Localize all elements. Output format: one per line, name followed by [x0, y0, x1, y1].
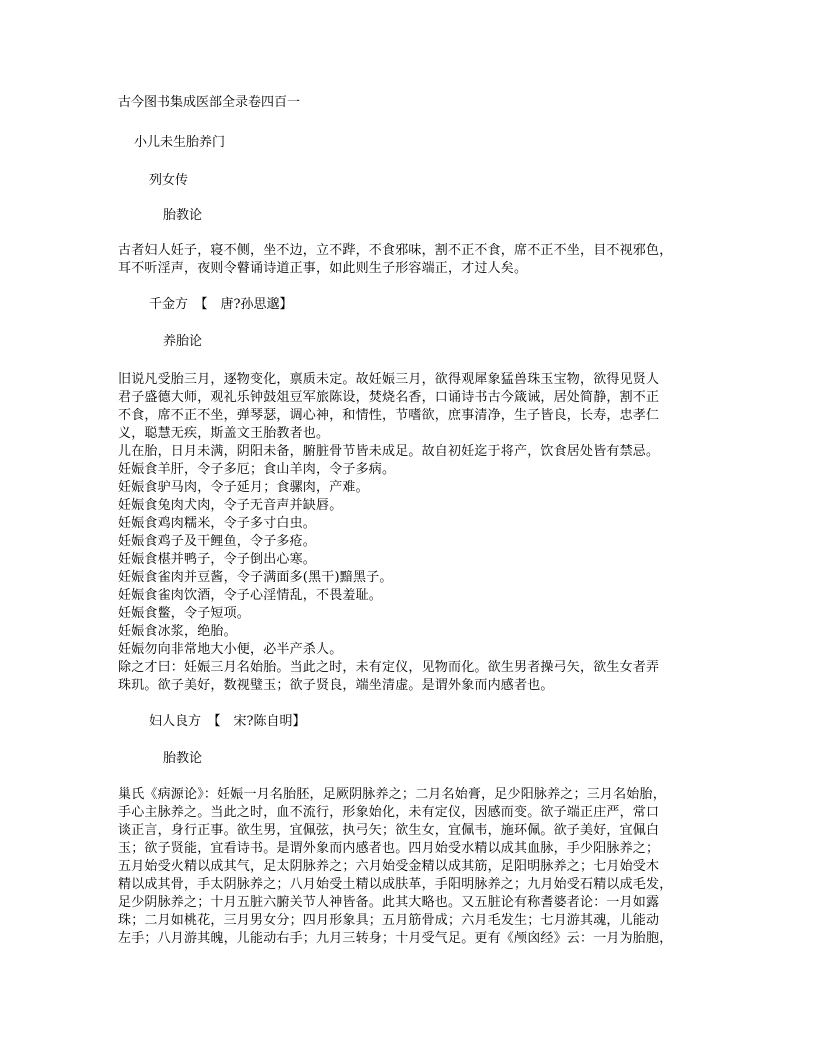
paragraph-line: 义，聪慧无疾，斯盖文王胎教者也。 — [118, 426, 330, 441]
paragraph-line: 五月始受火精以成其气，足太阴脉养之；六月始受金精以成其筋，足阳明脉养之；七月始受木 — [118, 859, 660, 874]
paragraph-line: 除之才曰：妊娠三月名始胎。当此之时，未有定仪，见物而化。欲生男者操弓矢，欲生女者弄 — [118, 660, 660, 675]
paragraph-line: 妊娠食雀肉并豆酱，令子满面多(黑干)黯黑子。 — [118, 570, 393, 585]
paragraph-line: 妊娠食鸡子及干鲤鱼，令子多疮。 — [118, 534, 317, 549]
paragraph-line: 不食，席不正不坐，弹琴瑟，调心神，和情性，节嗜欲，庶事清净，生子皆良，长寿，忠孝仁 — [118, 408, 660, 423]
paragraph-line: 耳不听淫声，夜则令瞽诵诗道正事，如此则生子形容端正，才过人矣。 — [118, 261, 528, 276]
paragraph-line: 妊娠食雀肉饮酒，令子心淫情乱，不畏羞耻。 — [118, 588, 383, 603]
paragraph-line: 精以成其骨，手太阴脉养之；八月始受土精以成肤革，手阳明脉养之；九月始受石精以成毛发， — [118, 877, 673, 892]
paragraph-line: 旧说凡受胎三月，逐物变化，禀质未定。故妊娠三月，欲得观犀象猛兽珠玉宝物，欲得见贤人 — [118, 372, 660, 387]
paragraph-line: 儿在胎，日月未满，阴阳未备，腑脏骨节皆未成足。故自初妊迄于将产，饮食居处皆有禁忌。 — [118, 444, 660, 459]
paragraph-line: 妊娠食鳖，令子短项。 — [118, 606, 251, 621]
section-heading: 小儿未生胎养门 — [134, 135, 226, 150]
paragraph-line: 左手；八月游其魄，儿能动右手；九月三转身；十月受气足。更有《颅囟经》云：一月为胎胞， — [118, 931, 673, 946]
paragraph-line: 妊娠勿向非常地大小便，必半产杀人。 — [118, 642, 343, 657]
paragraph-line: 妊娠食羊肝，令子多厄；食山羊肉，令子多病。 — [118, 462, 396, 477]
topic-heading: 胎教论 — [163, 208, 203, 223]
document-title: 古今图书集成医部全录卷四百一 — [118, 95, 301, 110]
paragraph-line: 妊娠食鸡肉糯米，令子多寸白虫。 — [118, 516, 317, 531]
paragraph-line: 君子盛德大师，观礼乐钟鼓俎豆军旅陈设，焚烧名香，口诵诗书古今箴诫，居处简静，割不正 — [118, 390, 660, 405]
source-heading: 妇人良方 【 宋?陈自明】 — [149, 714, 306, 729]
paragraph-line: 足少阴脉养之；十月五脏六腑关节人神皆备。此其大略也。又五脏论有称耆婆者论：一月如露 — [118, 895, 660, 910]
paragraph-line: 妊娠食驴马肉，令子延月；食骡肉，产难。 — [118, 480, 369, 495]
paragraph-line: 珠玑。欲子美好，数视璧玉；欲子贤良，端坐清虚。是谓外象而内感者也。 — [118, 678, 554, 693]
paragraph-line: 玉；欲子贤能，宜看诗书。是谓外象而内感者也。四月始受水精以成其血脉，手少阳脉养之； — [118, 841, 660, 856]
paragraph-line: 妊娠食冰浆，绝胎。 — [118, 624, 237, 639]
paragraph-line: 手心主脉养之。当此之时，血不流行，形象始化，未有定仪，因感而变。欲子端正庄严，常口 — [118, 805, 660, 820]
topic-heading: 胎教论 — [163, 751, 203, 766]
paragraph-line: 珠；二月如桃花，三月男女分；四月形象具；五月筋骨成；六月毛发生；七月游其魂，儿能动 — [118, 913, 660, 928]
paragraph-line: 巢氏《病源论》：妊娠一月名胎胚，足厥阴脉养之；二月名始膏，足少阳脉养之；三月名始胎， — [118, 787, 666, 802]
paragraph-line: 妊娠食兔肉犬肉，令子无音声并缺唇。 — [118, 498, 343, 513]
topic-heading: 养胎论 — [163, 334, 203, 349]
paragraph-line: 妊娠食椹并鸭子，令子倒出心寒。 — [118, 552, 317, 567]
source-heading: 列女传 — [149, 173, 189, 188]
source-heading: 千金方 【 唐?孙思邈】 — [149, 297, 293, 312]
paragraph-line: 谈正言，身行正事。欲生男，宜佩弦，执弓矢；欲生女，宜佩韦，施环佩。欲子美好，宜佩白 — [118, 823, 660, 838]
paragraph-line: 古者妇人妊子，寝不侧，坐不边，立不跸，不食邪味，割不正不食，席不正不坐，目不视邪色， — [118, 243, 673, 258]
